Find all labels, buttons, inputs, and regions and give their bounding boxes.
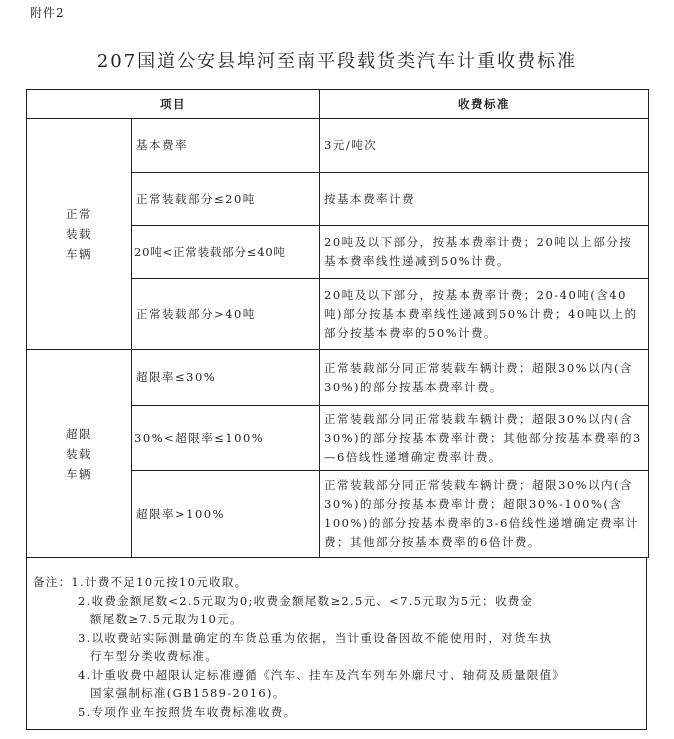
row-standard: 按基本费率计费 xyxy=(320,173,649,226)
row-standard: 20吨及以下部分，按基本费率计费；20吨以上部分按基本费率线性递减到50%计费。 xyxy=(320,226,649,279)
note-item: 5.专项作业车按照货车收费标准收费。 xyxy=(78,704,297,719)
fee-table xyxy=(26,89,649,558)
note-item-cont: 行车型分类收费标准。 xyxy=(90,649,218,663)
row-item: 30%<超限率≤100% xyxy=(132,406,320,471)
attachment-label: 附件2 xyxy=(30,6,65,20)
note-item: 4.计重收费中超限认定标准遵循《汽车、挂车及汽车列车外廓尺寸、轴荷及质量限值》 xyxy=(78,667,566,682)
row-item: 正常装载部分>40吨 xyxy=(132,279,320,350)
row-item: 基本费率 xyxy=(132,119,320,173)
notes-box xyxy=(26,557,647,730)
group-normal: 正常 装载 车辆 xyxy=(27,119,132,350)
row-item: 正常装载部分≤20吨 xyxy=(132,173,320,226)
document-title: 207国道公安县埠河至南平段载货类汽车计重收费标准 xyxy=(96,51,578,72)
header-standard: 收费标准 xyxy=(320,90,649,119)
row-standard: 20吨及以下部分，按基本费率计费；20-40吨(含40吨)部分按基本费率线性递减到50%计费；40吨以上的部分按基本费率的50%计费。 xyxy=(320,279,649,350)
table-row xyxy=(27,119,649,173)
group-overload: 超限 装载 车辆 xyxy=(27,350,132,558)
row-item: 超限率≤30% xyxy=(132,350,320,406)
row-standard: 正常装载部分同正常装载车辆计费；超限30%以内(含30%)的部分按基本费率计费。 xyxy=(320,350,649,406)
note-item-cont: 额尾数≥7.5元取为10元。 xyxy=(90,612,243,626)
header-item: 项目 xyxy=(27,90,320,119)
row-standard: 正常装载部分同正常装载车辆计费；超限30%以内(含30%)的部分按基本费率计费；其他部分按基本费率的3—6倍线性递增确定费率计费。 xyxy=(320,406,649,471)
table-row xyxy=(27,350,649,406)
note-item: 2.收费金额尾数<2.5元取为0;收费金额尾数≥2.5元、<7.5元取为5元；收费金 xyxy=(78,593,534,608)
table-header xyxy=(27,90,649,119)
row-item: 20吨<正常装载部分≤40吨 xyxy=(132,226,320,279)
note-item-cont: 国家强制标准(GB1589-2016)。 xyxy=(90,686,286,700)
row-item: 超限率>100% xyxy=(132,471,320,558)
row-standard: 正常装载部分同正常装载车辆计费；超限30%以内(含30%)的部分按基本费率计费；超限30%-100%(含100%)的部分按基本费率的3-6倍线性递增确定费率计费；其他部分按基本费率的6倍计费。 xyxy=(320,471,649,558)
row-standard: 3元/吨次 xyxy=(320,119,649,173)
note-item: 3.以收费站实际测量确定的车货总重为依据，当计重设备因故不能使用时，对货车执 xyxy=(78,630,553,645)
note-item: 1.计费不足10元按10元收取。 xyxy=(71,575,248,589)
notes-label: 备注： xyxy=(33,575,72,589)
